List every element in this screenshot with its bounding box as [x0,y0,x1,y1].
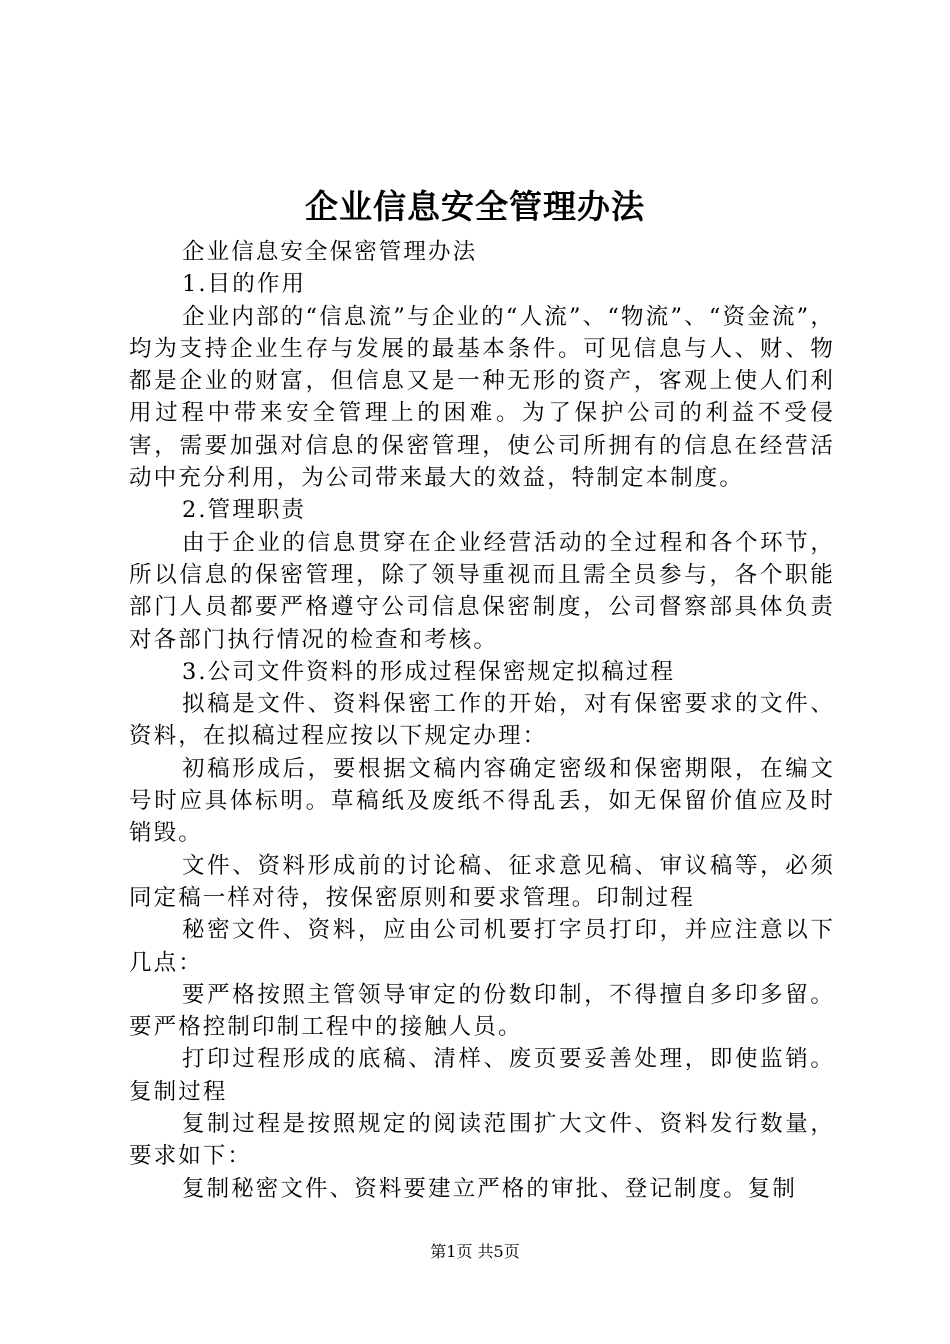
paragraph: 复制秘密文件、资料要建立严格的审批、登记制度。复制 [182,1175,798,1202]
paragraph: 秘密文件、资料，应由公司机要打字员打印，并应注意以下几点： [129,917,835,976]
paragraph-subtitle: 企业信息安全保密管理办法 [182,239,478,265]
paragraph: 复制过程是按照规定的阅读范围扩大文件、资料发行数量，要求如下： [129,1111,835,1170]
paragraph: 初稿形成后，要根据文稿内容确定密级和保密期限，在编文号时应具体标明。草稿纸及废纸不得乱丢，如无保留价值应及时销毁。 [129,755,835,847]
page-number: 第1页 共5页 [430,1242,520,1261]
section-heading-responsibilities: 2.管理职责 [182,497,307,524]
paragraph: 企业内部的“信息流”与企业的“人流”、“物流”、“资金流”，均为支持企业生存与发展的最基本条件。可见信息与人、财、物都是企业的财富，但信息又是一种无形的资产，客观上使人们利用过程中带来安全管理上的困难。为了保护公司的利益不受侵害，需要加强对信息的保密管理，使公司所拥有的信息在经营活动中充分利用，为公司带来最大的效益，特制定本制度。 [129,303,835,492]
paragraph: 拟稿是文件、资料保密工作的开始，对有保密要求的文件、资料，在拟稿过程应按以下规定办理： [129,691,835,750]
paragraph: 文件、资料形成前的讨论稿、征求意见稿、审议稿等，必须同定稿一样对待，按保密原则和要求管理。印制过程 [129,852,835,911]
section-heading-purpose: 1.目的作用 [182,271,307,298]
document-title: 企业信息安全管理办法 [305,187,645,226]
paragraph: 要严格按照主管领导审定的份数印制，不得擅自多印多留。要严格控制印制工程中的接触人员。 [129,981,835,1041]
paragraph: 打印过程形成的底稿、清样、废页要妥善处理，即使监销。复制过程 [129,1046,835,1105]
document-body [129,236,835,1205]
section-heading-document-process: 3.公司文件资料的形成过程保密规定拟稿过程 [182,658,676,685]
paragraph: 由于企业的信息贯穿在企业经营活动的全过程和各个环节，所以信息的保密管理，除了领导重视而且需全员参与，各个职能部门人员都要严格遵守公司信息保密制度，公司督察部具体负责对各部门执行情况的检查和考核。 [129,529,835,653]
